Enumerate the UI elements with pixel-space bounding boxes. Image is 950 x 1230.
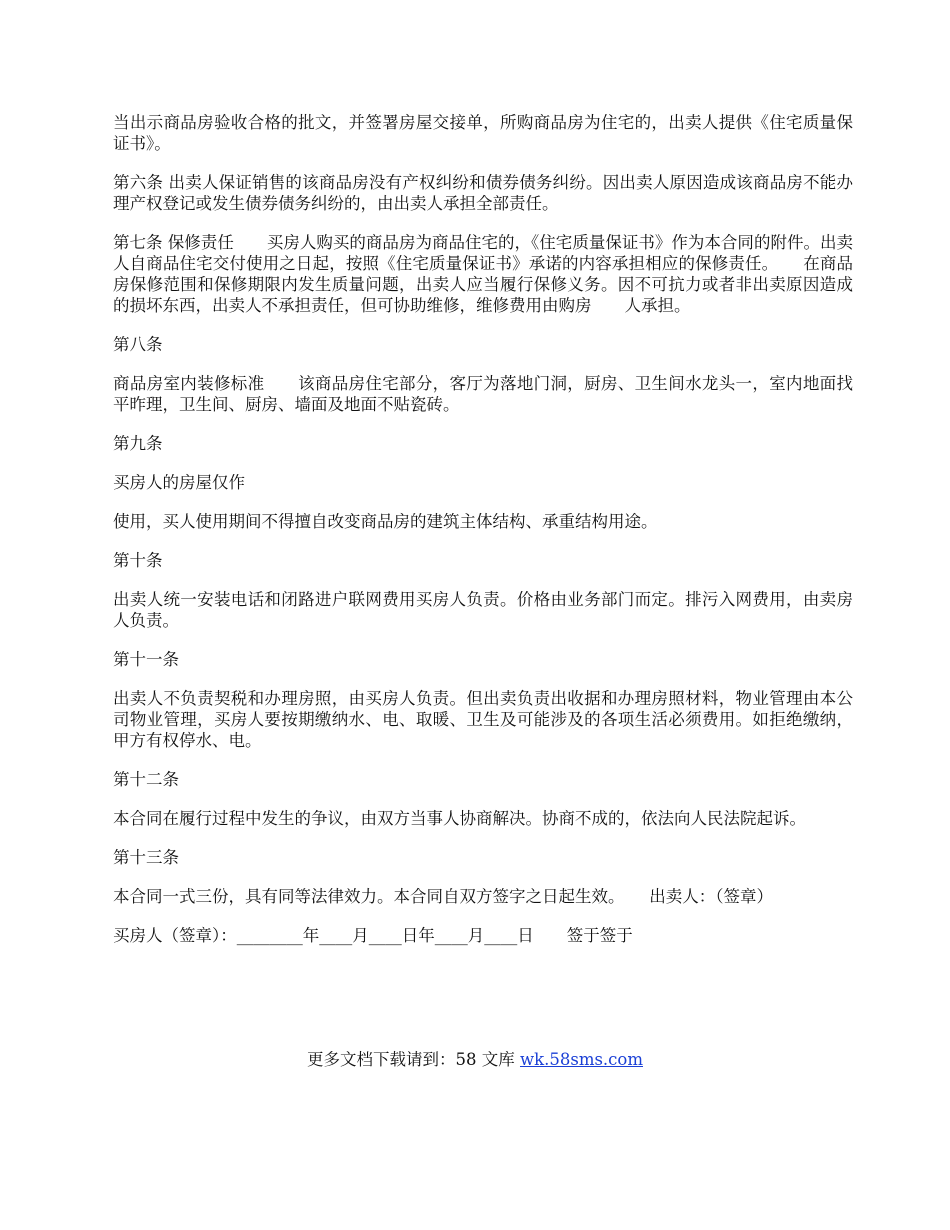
paragraph: 本合同在履行过程中发生的争议，由双方当事人协商解决。协商不成的，依法向人民法院起诉。	[113, 809, 806, 828]
article-heading: 第十二条	[113, 770, 179, 789]
paragraph: 使用，买人使用期间不得擅自改变商品房的建筑主体结构、承重结构用途。	[113, 512, 658, 531]
paragraph: 第七条 保修责任 买房人购买的商品房为商品住宅的，《住宅质量保证书》作为本合同的附件。出卖人自商品住宅交付使用之日起，按照《住宅质量保证书》承诺的内容承担相应的保修责任。 在商品房保修范围和保修期限内发生质量问题，出卖人应当履行保修义务。因不可抗力或者非出卖原因造成的损坏东西，出卖人不承担责任，但可协助维修，维修费用由购房 人承担。	[113, 233, 853, 315]
paragraph: 出卖人不负责契税和办理房照，由买房人负责。但出卖负责出收据和办理房照材料，物业管理由本公司物业管理，买房人要按期缴纳水、电、取暖、卫生及可能涉及的各项生活必须费用。如拒绝缴纳，甲方有权停水、电。	[113, 689, 853, 750]
article-heading: 第十三条	[113, 848, 179, 867]
document-body	[113, 112, 853, 964]
download-footer	[0, 1049, 950, 1070]
footer-text: 更多文档下载请到：58 文库	[306, 1050, 520, 1069]
article-heading: 第八条	[113, 335, 163, 354]
paragraph: 本合同一式三份，具有同等法律效力。本合同自双方签字之日起生效。 出卖人：（签章）	[113, 887, 773, 906]
footer-link[interactable]: wk.58sms.com	[519, 1050, 643, 1069]
paragraph: 商品房室内装修标准 该商品房住宅部分，客厅为落地门洞，厨房、卫生间水龙头一，室内地面找平昨理，卫生间、厨房、墙面及地面不贴瓷砖。	[113, 374, 853, 414]
article-heading: 第十一条	[113, 650, 179, 669]
paragraph: 买房人的房屋仅作	[113, 473, 245, 492]
article-heading: 第十条	[113, 551, 163, 570]
paragraph: 第六条 出卖人保证销售的该商品房没有产权纠纷和债券债务纠纷。因出卖人原因造成该商品房不能办理产权登记或发生债券债务纠纷的，由出卖人承担全部责任。	[113, 173, 853, 213]
article-heading: 第九条	[113, 434, 163, 453]
paragraph: 当出示商品房验收合格的批文，并签署房屋交接单，所购商品房为住宅的，出卖人提供《住宅质量保证书》。	[113, 113, 853, 153]
signature-line: 买房人（签章）：________年____月____日年____月____日 签于签于	[113, 926, 633, 945]
paragraph: 出卖人统一安装电话和闭路进户联网费用买房人负责。价格由业务部门而定。排污入网费用，由卖房人负责。	[113, 590, 853, 630]
